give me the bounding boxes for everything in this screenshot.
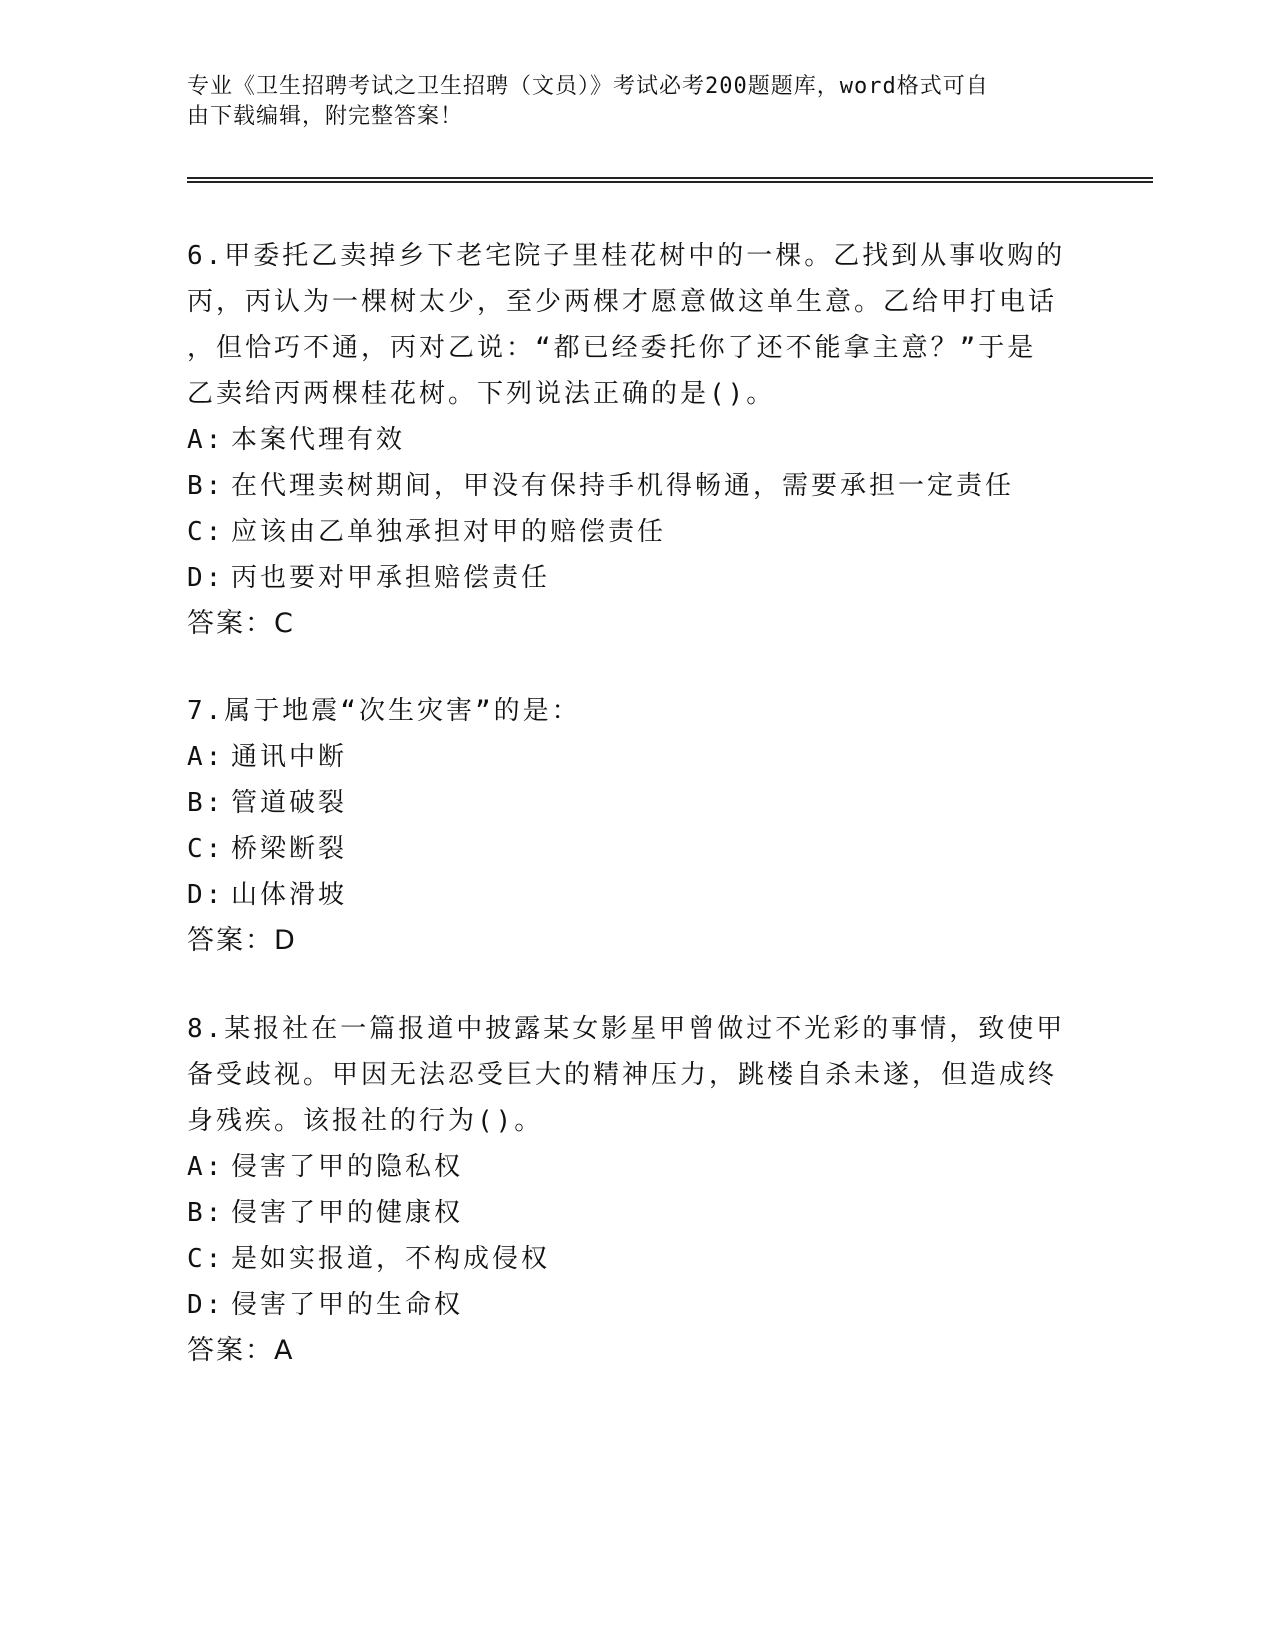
question-stem	[187, 233, 1067, 417]
option-letter: C:	[187, 517, 225, 547]
question-stem	[187, 688, 1067, 734]
question-6	[187, 233, 1067, 647]
option-text: 山体滑坡	[231, 880, 348, 910]
header-divider	[187, 181, 1153, 183]
stem-line: 6.甲委托乙卖掉乡下老宅院子里桂花树中的一棵。乙找到从事收购的	[187, 241, 1066, 271]
option-c	[187, 826, 1067, 872]
stem-line: 身残疾。该报社的行为()。	[187, 1106, 544, 1136]
document-header	[187, 72, 1067, 132]
option-letter: A:	[187, 425, 225, 455]
answer-label: 答案：A	[187, 1335, 295, 1366]
answer-label: 答案：C	[187, 608, 295, 639]
option-text: 在代理卖树期间，甲没有保持手机得畅通，需要承担一定责任	[231, 471, 1015, 501]
option-text: 桥梁断裂	[231, 834, 348, 864]
option-text: 侵害了甲的健康权	[231, 1198, 464, 1228]
option-a	[187, 417, 1067, 463]
header-line: 由下载编辑，附完整答案！	[187, 104, 464, 129]
option-letter: B:	[187, 788, 225, 818]
option-text: 管道破裂	[231, 788, 348, 818]
option-a	[187, 734, 1067, 780]
stem-line: 8.某报社在一篇报道中披露某女影星甲曾做过不光彩的事情，致使甲	[187, 1014, 1066, 1044]
option-text: 是如实报道，不构成侵权	[231, 1244, 551, 1274]
question-8	[187, 1006, 1067, 1374]
option-letter: C:	[187, 1244, 225, 1274]
option-letter: B:	[187, 471, 225, 501]
question-stem	[187, 1006, 1067, 1144]
option-letter: D:	[187, 563, 225, 593]
option-text: 丙也要对甲承担赔偿责任	[231, 563, 551, 593]
option-letter: D:	[187, 1290, 225, 1320]
option-d	[187, 872, 1067, 918]
option-b	[187, 1190, 1067, 1236]
option-letter: B:	[187, 1198, 225, 1228]
stem-line: 7.属于地震“次生灾害”的是：	[187, 696, 581, 726]
question-7	[187, 688, 1067, 964]
option-text: 侵害了甲的隐私权	[231, 1152, 464, 1182]
option-text: 侵害了甲的生命权	[231, 1290, 464, 1320]
option-c	[187, 509, 1067, 555]
option-d	[187, 555, 1067, 601]
option-c	[187, 1236, 1067, 1282]
stem-line: 乙卖给丙两棵桂花树。下列说法正确的是()。	[187, 379, 776, 409]
stem-line: ，但恰巧不通，丙对乙说：“都已经委托你了还不能拿主意？”于是	[187, 333, 1037, 363]
header-divider	[187, 177, 1153, 179]
option-b	[187, 463, 1067, 509]
option-text: 应该由乙单独承担对甲的赔偿责任	[231, 517, 667, 547]
option-text: 通讯中断	[231, 742, 348, 772]
option-text: 本案代理有效	[231, 425, 406, 455]
option-letter: C:	[187, 834, 225, 864]
option-a	[187, 1144, 1067, 1190]
option-b	[187, 780, 1067, 826]
header-line: 专业《卫生招聘考试之卫生招聘（文员）》考试必考200题题库，word格式可自	[187, 74, 989, 99]
option-letter: A:	[187, 1152, 225, 1182]
answer-label: 答案：D	[187, 925, 297, 956]
stem-line: 丙，丙认为一棵树太少，至少两棵才愿意做这单生意。乙给甲打电话	[187, 287, 1058, 317]
stem-line: 备受歧视。甲因无法忍受巨大的精神压力，跳楼自杀未遂，但造成终	[187, 1060, 1058, 1090]
option-letter: D:	[187, 880, 225, 910]
option-d	[187, 1282, 1067, 1328]
option-letter: A:	[187, 742, 225, 772]
